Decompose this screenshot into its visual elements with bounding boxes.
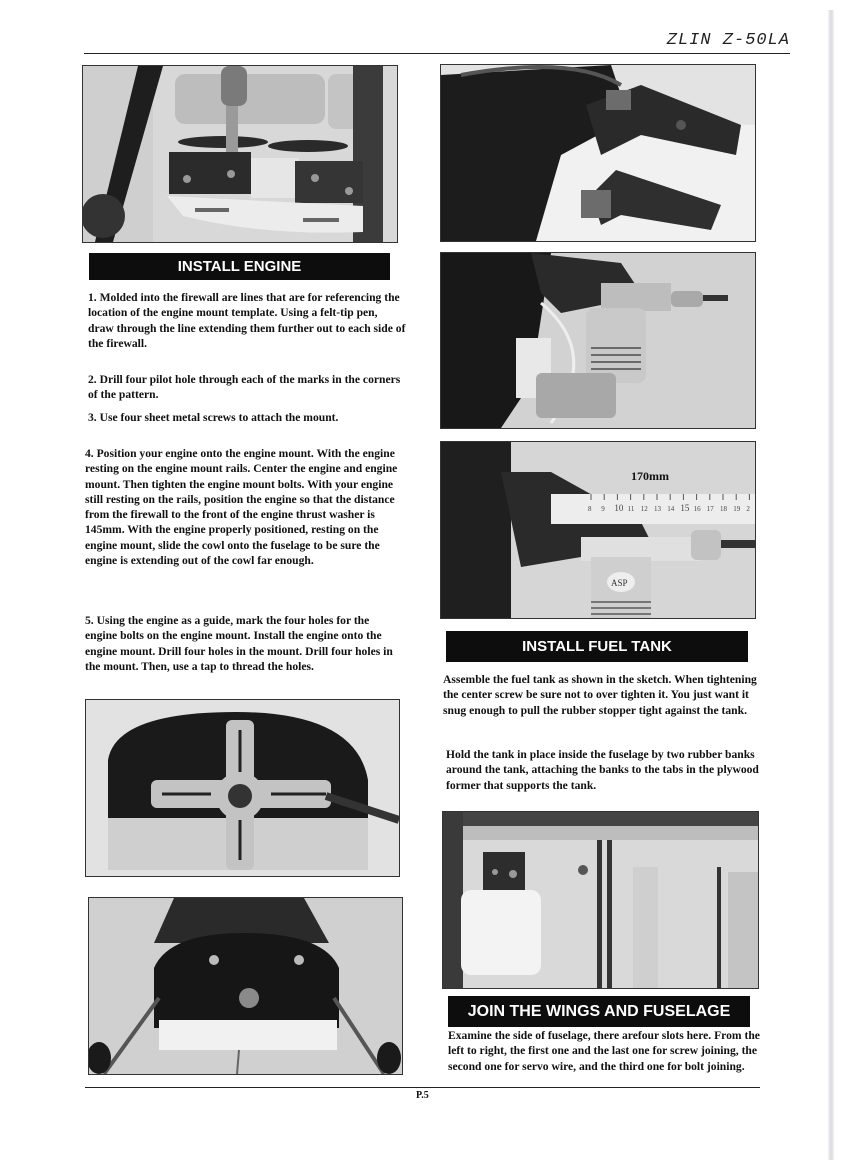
photo-fuel-tank-in-fuselage	[442, 811, 759, 989]
install-engine-step-3: 3. Use four sheet metal screws to attach the mount.	[88, 411, 339, 424]
photo-mount-template	[85, 699, 400, 877]
section-heading-install-engine: INSTALL ENGINE	[89, 253, 390, 280]
fuel-tank-paragraph-2: Hold the tank in place inside the fuselage by two rubber banks around the tank, attaching the banks to the tabs in the plywood former that supports the tank.	[446, 748, 759, 792]
ruler-tick-label: 12	[640, 505, 648, 513]
section-heading-join-wings: JOIN THE WINGS AND FUSELAGE	[448, 996, 750, 1027]
install-engine-step-4: 4. Position your engine onto the engine mount. With the engine resting on the engine mount rails. Center the engine and engine mount. Then tighten the engine mount bolts. With your engine still resting on the rails, position the engine so that the distance from the firewall to the front of the engine thrust washer is 145mm. With the engine properly positioned, resting on the engine mount, slide the cowl onto the fuselage to be sure the engine is extending out of the cowl far enough.	[85, 447, 398, 568]
section-heading-install-fuel-tank: INSTALL FUEL TANK	[446, 631, 748, 662]
ruler-tick-label: 10	[614, 503, 624, 513]
ruler-tick-label: 15	[680, 503, 690, 513]
ruler-tick-label: 14	[667, 505, 675, 513]
ruler-tick-label: 9	[601, 505, 605, 513]
page-number: P.5	[416, 1090, 429, 1101]
ruler-measurement-label: 170mm	[631, 469, 669, 483]
photo-engine-installed	[440, 252, 756, 429]
engine-brand-label: ASP	[611, 578, 628, 588]
photo-ruler-measurement	[440, 441, 756, 619]
ruler-tick-label: 16	[693, 505, 701, 513]
photo-fuselage-front	[88, 897, 403, 1075]
ruler-tick-label: 19	[733, 505, 741, 513]
ruler-tick-label: 11	[627, 505, 635, 513]
scanner-edge-shadow	[828, 10, 834, 1160]
document-title: ZLIN Z-50LA	[666, 31, 790, 50]
ruler-tick-label: 2	[746, 505, 750, 513]
install-engine-step-1: 1. Molded into the firewall are lines that are for referencing the location of the engine mount template. Using a felt-tip pen, draw through the line extending them further out to each side of the firewall.	[88, 291, 406, 350]
install-engine-step-2: 2. Drill four pilot hole through each of the marks in the corners of the pattern.	[88, 373, 401, 402]
join-wings-paragraph: Examine the side of fuselage, there arefour slots here. From the left to right, the first one and the last one for screw joining, the second one for servo wire, and the third one for bolt joining.	[448, 1029, 760, 1073]
photo-engine-mount-rails	[440, 64, 756, 242]
install-engine-step-5: 5. Using the engine as a guide, mark the four holes for the engine bolts on the engine mount. Install the engine onto the engine mount. Drill four holes in the mount. Drill four holes in the mount. Then, use a tap to thread the holes.	[85, 614, 393, 673]
ruler-tick-label: 17	[706, 505, 714, 513]
ruler-tick-label: 18	[720, 505, 727, 513]
photo-firewall-mount-plates	[82, 65, 398, 243]
footer-rule	[85, 1087, 760, 1088]
header-rule	[84, 53, 790, 54]
fuel-tank-paragraph-1: Assemble the fuel tank as shown in the sketch. When tightening the center screw be sure not to over tighten it. You just want it snug enough to pull the rubber stopper tight against the tank.	[443, 673, 757, 717]
ruler-tick-label: 8	[588, 505, 592, 513]
ruler-tick-label: 13	[654, 505, 661, 513]
